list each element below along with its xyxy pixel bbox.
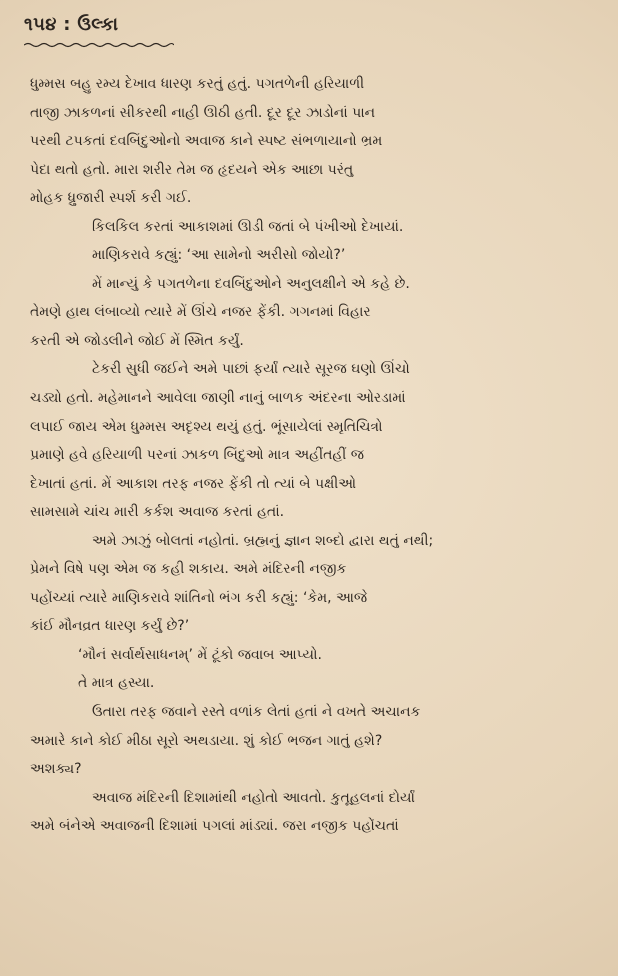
text-line: અમારે કાને કોઈ મીઠા સૂરો અથડાયા. શું કોઈ ભજન ગાતું હશે?: [30, 732, 383, 749]
text-line: લપાઈ જાય એમ ધુમ્મસ અદૃશ્ય થયું હતું. ભૂંસાયેલાં સ્મૃતિચિત્રો: [30, 418, 383, 435]
text-line: તે માત્ર હસ્યા.: [78, 675, 155, 692]
chapter-title: ઉલ્કા: [77, 14, 119, 35]
text-line: અવાજ મંદિરની દિશામાંથી નહોતો આવતો. કુતૂહલનાં દોર્યાં: [92, 789, 415, 806]
text-line: સામસામે ચાંચ મારી કર્કશ અવાજ કરતાં હતાં.: [30, 504, 285, 521]
text-line: અમે ઝાઝું બોલતાં નહોતાં. બ્રહ્મનું જ્ઞાન શબ્દો દ્વારા થતું નથી;: [92, 532, 434, 549]
text-line: પહોંચ્યાં ત્યારે માણિકરાવે શાંતિનો ભંગ કરી કહ્યું: ‘કેમ, આજે: [30, 589, 368, 606]
text-line: ધુમ્મસ બહુ રમ્ય દેખાવ ધારણ કરતું હતું. પગતળેની હરિયાળી: [30, 76, 365, 92]
text-line: મોહક ધ્રુજારી સ્પર્શ કરી ગઈ.: [30, 190, 192, 207]
text-line: કિલકિલ કરતાં આકાશમાં ઊડી જતાં બે પંખીઓ દેખાયાં.: [92, 218, 404, 235]
text-line: અશક્ય?: [30, 761, 82, 778]
text-line: કરતી એ જોડલીને જોઈ મેં સ્મિત કર્યું.: [30, 332, 244, 349]
page-number: ૧૫૪: [24, 14, 57, 35]
header-wavy-rule: [24, 42, 174, 48]
text-line: પ્રમાણે હવે હરિયાળી પરનાં ઝાકળ બિંદુઓ માત્ર અહીંતહીં જ: [30, 447, 365, 464]
text-line: પ્રેમને વિષે પણ એમ જ કહી શકાય. અમે મંદિરની નજીક: [30, 561, 347, 578]
header-separator: :: [63, 14, 71, 35]
text-line: પેદા થતો હતો. મારા શરીર તેમ જ હૃદયને એક આછા પરંતુ: [30, 161, 354, 178]
text-line: અમે બંનેએ અવાજની દિશામાં પગલાં માંડ્યાં. જરા નજીક પહોંચતાં: [30, 818, 399, 835]
text-line: તાજી ઝાકળનાં સીકરથી નાહી ઊઠી હતી. દૂર દૂર ઝાડોનાં પાન: [30, 104, 376, 121]
text-line: ચડ્યો હતો. મહેમાનને આવેલા જાણી નાનું બાળક અંદરના ઓરડામાં: [30, 390, 406, 407]
text-line: મેં માન્યું કે પગતળેના દવબિંદુઓને અનુલક્ષીને એ કહે છે.: [92, 275, 410, 292]
page-header: [24, 14, 118, 35]
text-line: તેમણે હાથ લંબાવ્યો ત્યારે મેં ઊંચે નજર ફેંકી. ગગનમાં વિહાર: [30, 304, 371, 321]
text-line: દેખાતાં હતાં. મેં આકાશ તરફ નજર ફેંકી તો ત્યાં બે પક્ષીઓ: [30, 475, 357, 492]
text-line: ટેકરી સુધી જઈને અમે પાછાં ફર્યાં ત્યારે સૂરજ ઘણો ઊંચો: [92, 361, 410, 378]
text-line: માણિકરાવે કહ્યું: ‘આ સામેનો અરીસો જોયો?’: [92, 247, 346, 264]
text-line: પરથી ટપકતાં દવબિંદુઓનો અવાજ કાને સ્પષ્ટ સંભળાયાનો ભ્રમ: [30, 133, 383, 150]
text-line: કાંઈ મૌનવ્રત ધારણ કર્યું છે?’: [30, 618, 190, 635]
text-line: ‘મૌનં સર્વાર્થસાધનમ્’ મેં ટૂંકો જવાબ આપ્યો.: [78, 646, 322, 663]
body-text: [30, 70, 590, 841]
text-line: ઉતારા તરફ જવાને રસ્તે વળાંક લેતાં હતાં ને વખતે અચાનક: [92, 704, 421, 721]
